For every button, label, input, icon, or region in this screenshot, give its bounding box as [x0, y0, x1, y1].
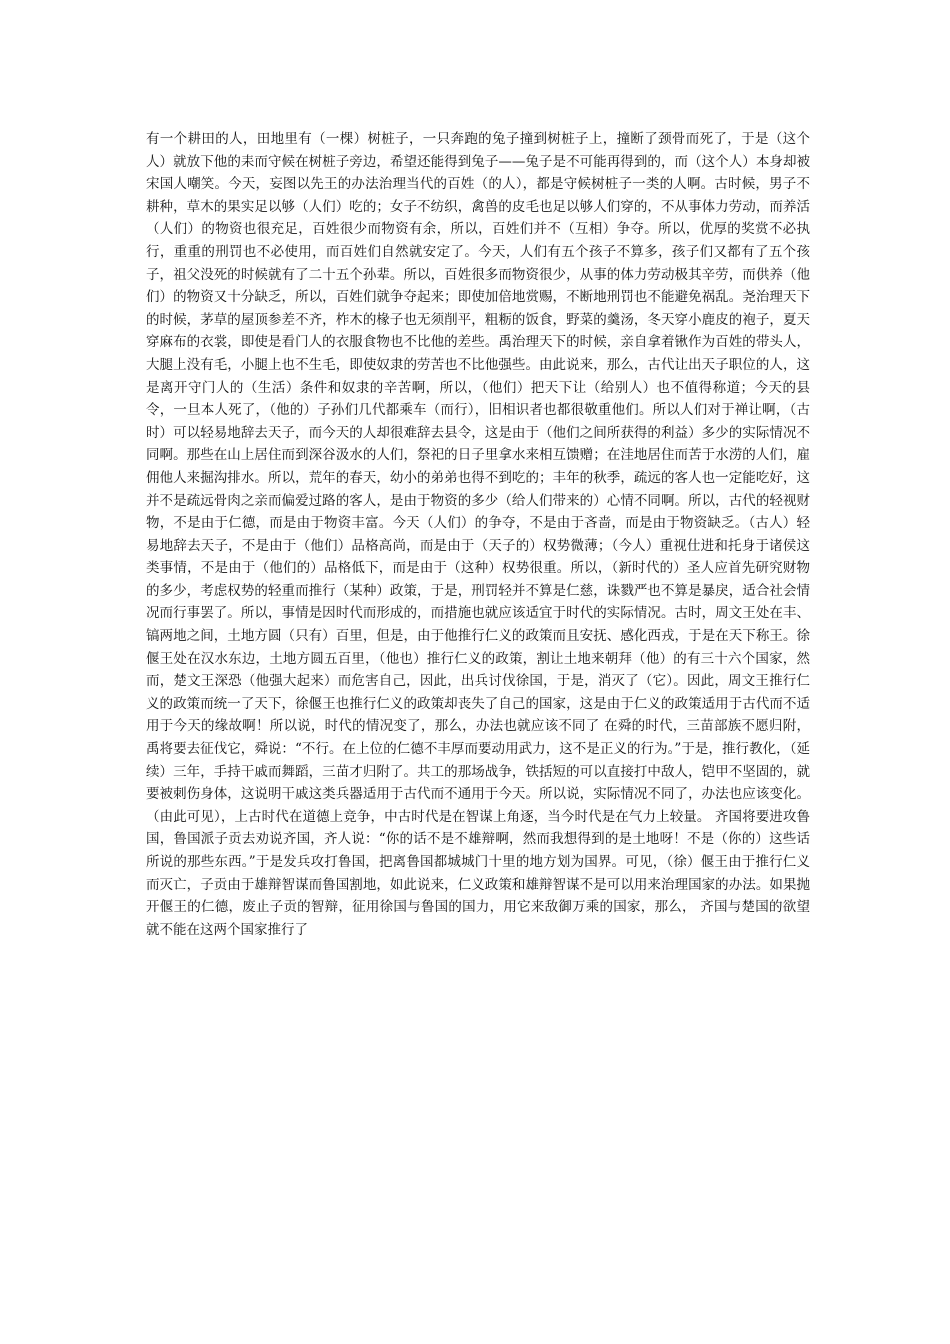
- body-paragraph: 有一个耕田的人，田地里有（一棵）树桩子，一只奔跑的兔子撞到树桩子上，撞断了颈骨而死了，于是（这个人）就放下他的耒而守候在树桩子旁边，希望还能得到兔子——兔子是不可能再得到的，而（这个人）本身却被宋国人嘲笑。今天，妄图以先王的办法治理当代的百姓（的人），都是守候树桩子一类的人啊。古时候，男子不耕种，草木的果实足以够（人们）吃的；女子不纺织，禽兽的皮毛也足以够人们穿的，不从事体力劳动，而养活（人们）的物资也很充足，百姓很少而物资有余，所以，百姓们并不（互相）争夺。所以，优厚的奖赏不必执行，重重的刑罚也不必使用，而百姓们自然就安定了。今天，人们有五个孩子不算多，孩子们又都有了五个孩子，祖父没死的时候就有了二十五个孙辈。所以，百姓很多而物资很少，从事的体力劳动极其辛劳，而供养（他们）的物资又十分缺乏，所以，百姓们就争夺起来；即使加倍地赏赐，不断地刑罚也不能避免祸乱。尧治理天下的时候，茅草的屋顶参差不齐，柞木的椽子也无须削平，粗粝的饭食，野菜的羹汤，冬天穿小鹿皮的袍子，夏天穿麻布的衣裳，即使是看门人的衣服食物也不比他的差些。禹治理天下的时候，亲自拿着锹作为百姓的带头人，大腿上没有毛，小腿上也不生毛，即使奴隶的劳苦也不比他强些。由此说来，那么，古代让出天子职位的人，这是离开守门人的（生活）条件和奴隶的辛苦啊，所以，（他们）把天下让（给别人）也不值得称道；今天的县令，一旦本人死了，（他的）子孙们几代都乘车（而行），旧相识者也都很敬重他们。所以人们对于禅让啊，（古时）可以轻易地辞去天子，而今天的人却很难辞去县令，这是由于（他们之间所获得的利益）多少的实际情况不同啊。那些在山上居住而到深谷汲水的人们，祭祀的日子里拿水来相互馈赠；在洼地居住而苦于水涝的人们，雇佣他人来掘沟排水。所以，荒年的春天，幼小的弟弟也得不到吃的；丰年的秋季，疏远的客人也一定能吃好，这并不是疏远骨肉之亲而偏爱过路的客人，是由于物资的多少（给人们带来的）心情不同啊。所以，古代的轻视财物，不是由于仁德，而是由于物资丰富。今天（人们）的争夺，不是由于吝啬，而是由于物资缺乏。（古人）轻易地辞去天子，不是由于（他们）品格高尚，而是由于（天子的）权势微薄；（今人）重视仕进和托身于诸侯这类事情，不是由于（他们的）品格低下，而是由于（这种）权势很重。所以，（新时代的）圣人应首先研究财物的多少，考虑权势的轻重而推行（某种）政策，于是，刑罚轻并不算是仁慈，诛戮严也不算是暴戾，适合社会情况而行事罢了。所以，事情是因时代而形成的，而措施也就应该适宜于时代的实际情况。古时，周文王处在丰、镐两地之间，土地方圆（只有）百里，但是，由于他推行仁义的政策而且安抚、感化西戎，于是在天下称王。徐偃王处在汉水东边，土地方圆五百里，（他也）推行仁义的政策，割让土地来朝拜（他）的有三十六个国家，然而，楚文王深恐（他强大起来）而危害自己，因此，出兵讨伐徐国，于是，消灭了（它）。因此，周文王推行仁义的政策而统一了天下，徐偃王也推行仁义的政策却丧失了自己的国家，这是由于仁义的政策适用于古代而不适用于今天的缘故啊！所以说，时代的情况变了，那么，办法也就应该不同了 在舜的时代，三苗部族不愿归附，禹将要去征伐它，舜说：“不行。在上位的仁德不丰厚而要动用武力，这不是正义的行为。”于是，推行教化，（延续）三年，手持干戚而舞蹈，三苗才归附了。共工的那场战争，铁括短的可以直接打中敌人，铠甲不坚固的，就要被刺伤身体，这说明干戚这类兵器适用于古代而不通用于今天。所以说，实际情况不同了，办法也应该变化。（由此可见），上古时代在道德上竞争，中古时代是在智谋上角逐，当今时代是在气力上较量。 齐国将要进攻鲁国，鲁国派子贡去劝说齐国，齐人说：“你的话不是不雄辩啊，然而我想得到的是土地呀！不是（你的）这些话所说的那些东西。”于是发兵攻打鲁国，把离鲁国都城城门十里的地方划为国界。可见，（徐）偃王由于推行仁义而灭亡，子贡由于雄辩智谋而鲁国割地，如此说来，仁义政策和雄辩智谋不是可以用来治理国家的办法。如果抛开偃王的仁德，废止子贡的智辩，征用徐国与鲁国的国力，用它来敌御万乘的国家，那么， 齐国与楚国的欲望就不能在这两个国家推行了: [146, 131, 810, 938]
